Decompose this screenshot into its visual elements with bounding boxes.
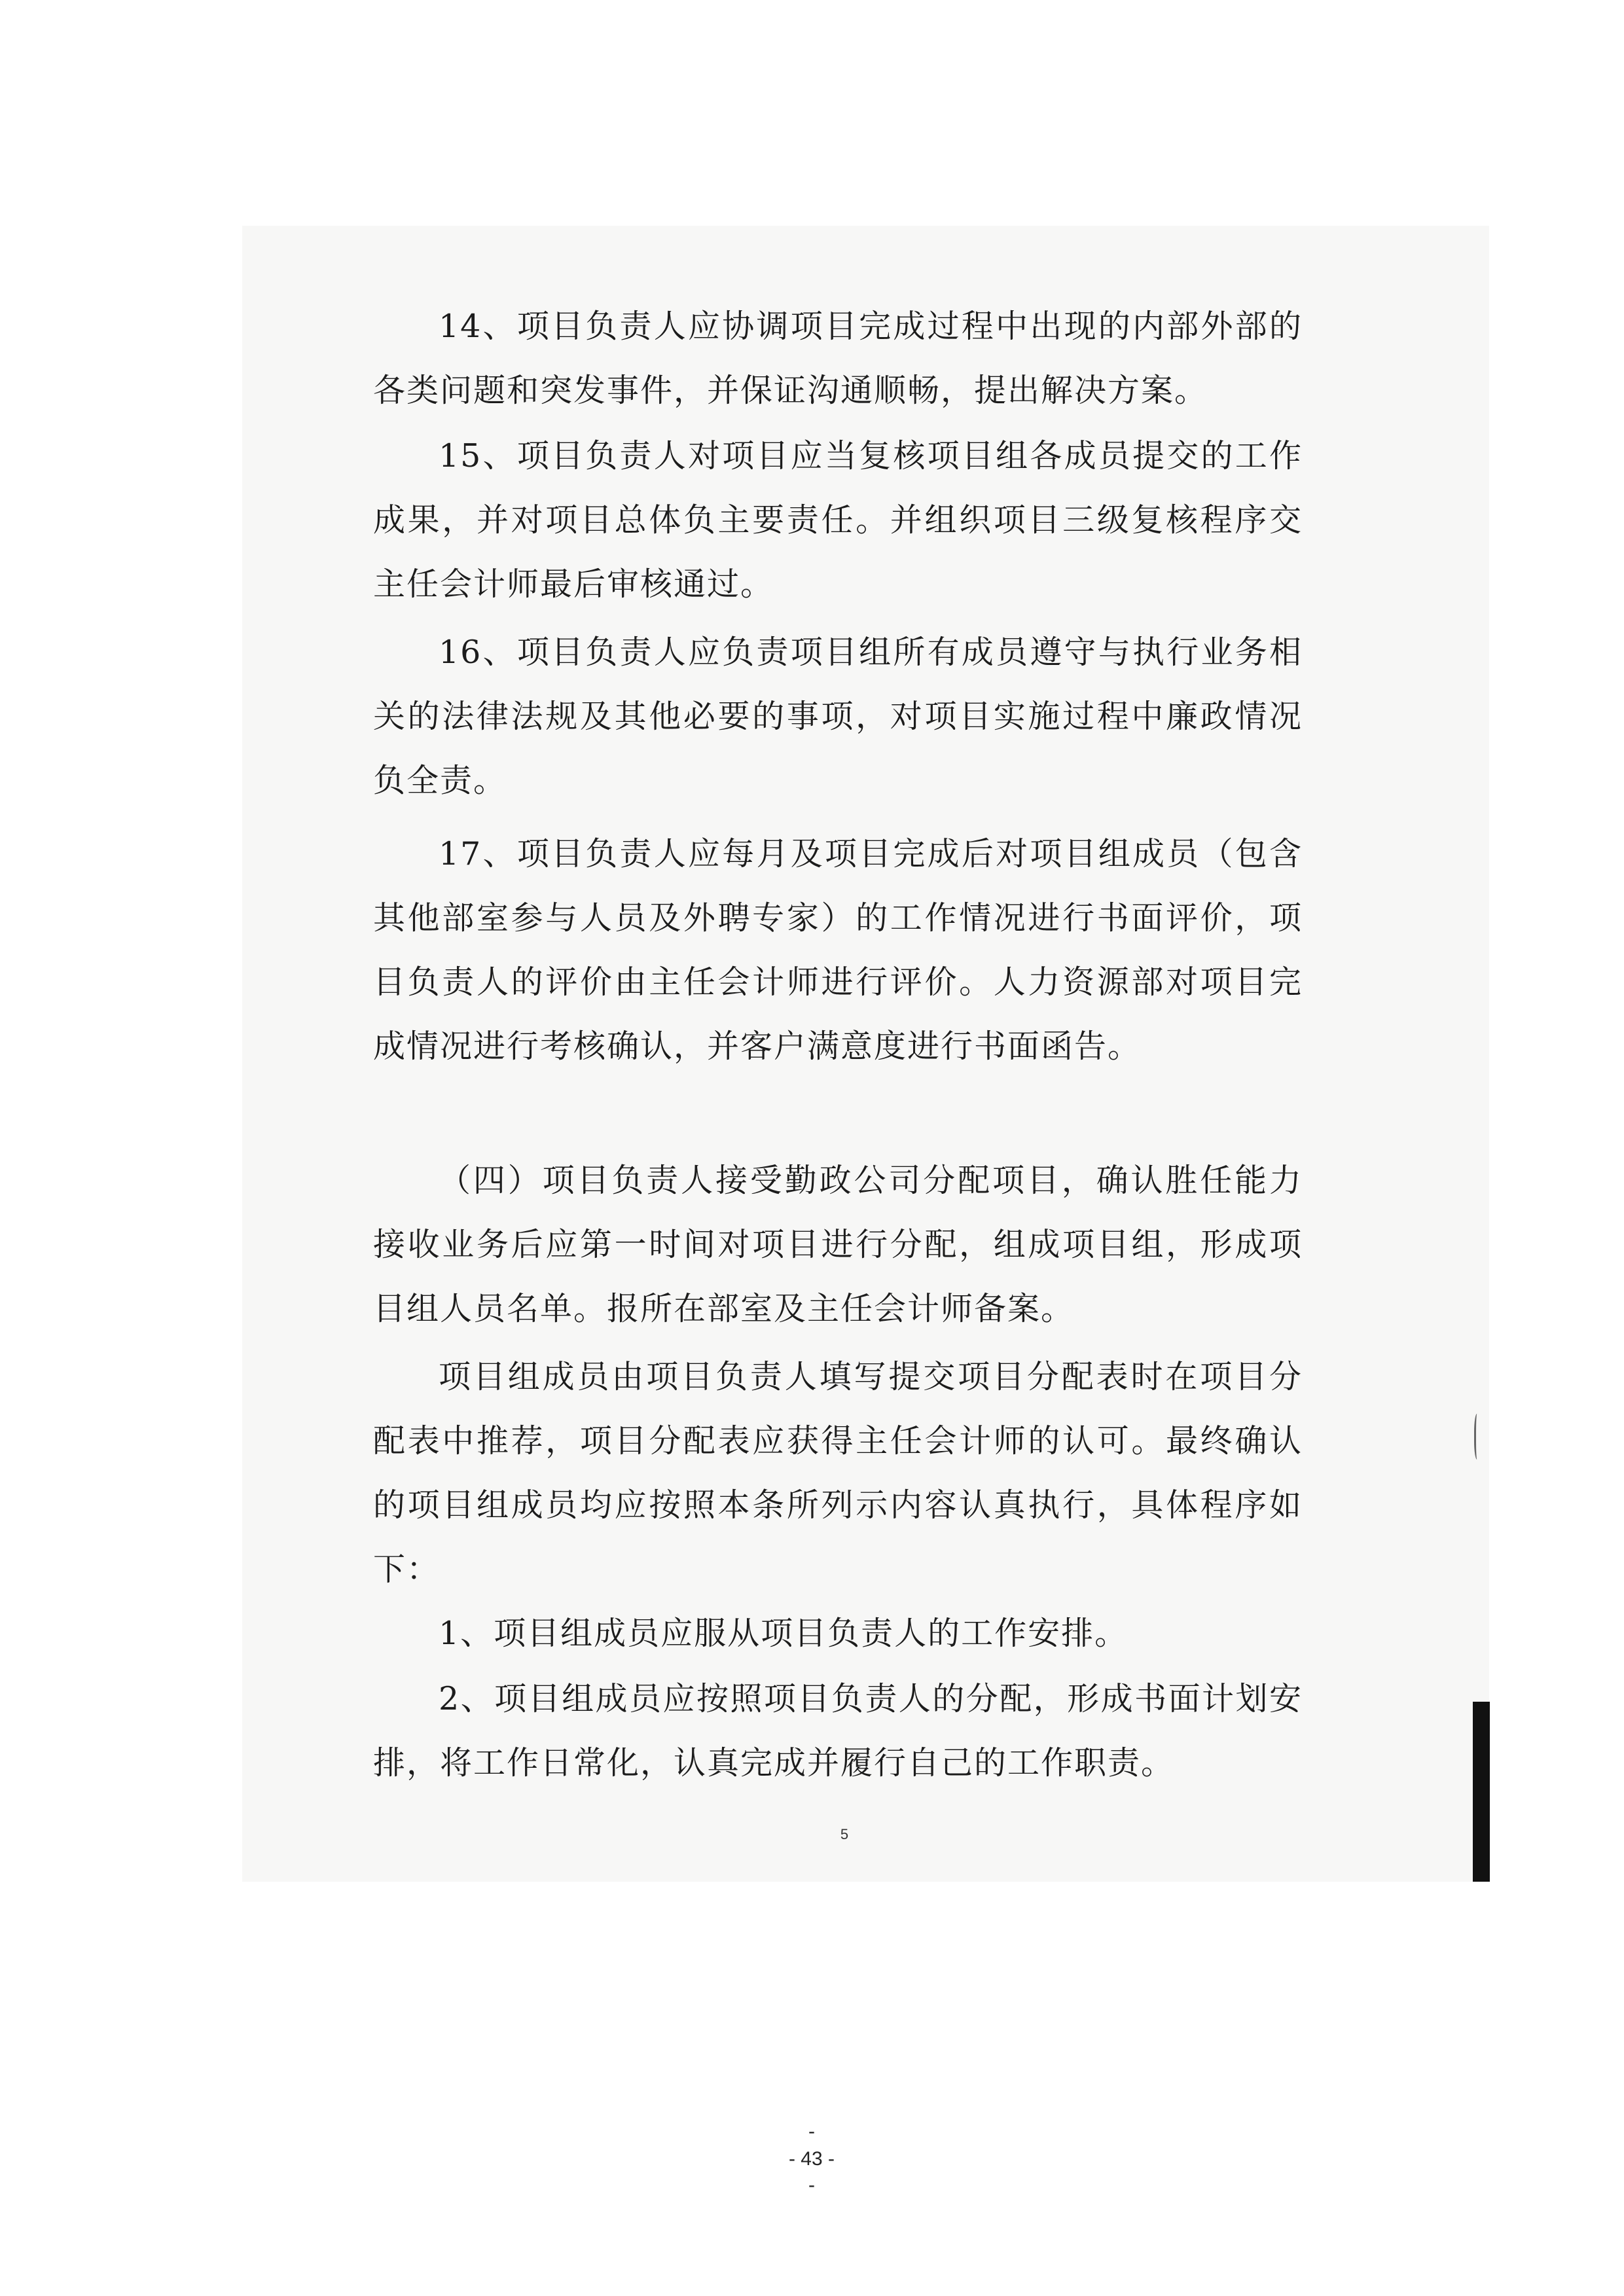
paragraph-14: 14、项目负责人应协调项目完成过程中出现的内部外部的各类问题和突发事件，并保证沟通顺畅，提出解决方案。 [373, 308, 1303, 409]
paragraph-item-2: 2、项目组成员应按照项目负责人的分配，形成书面计划安排，将工作日常化，认真完成并履行自己的工作职责。 [373, 1680, 1303, 1782]
paragraph-17: 17、项目负责人应每月及项目完成后对项目组成员（包含其他部室参与人员及外聘专家）的工作情况进行书面评价，项目负责人的评价由主任会计师进行评价。人力资源部对项目完成情况进行考核确认，并客户满意度进行书面函告。 [373, 835, 1303, 1065]
paragraph-15: 15、项目负责人对项目应当复核项目组各成员提交的工作成果，并对项目总体负主要责任。并组织项目三级复核程序交主任会计师最后审核通过。 [373, 437, 1303, 603]
footer-page-number: - 43 - [788, 2148, 835, 2170]
footer-dash-bottom: - [808, 2174, 815, 2196]
scan-page-number: 5 [840, 1826, 849, 1842]
footer-dash-top: - [808, 2121, 815, 2142]
paragraph-section-4: （四）项目负责人接受勤政公司分配项目，确认胜任能力接收业务后应第一时间对项目进行分配，组成项目组，形成项目组人员名单。报所在部室及主任会计师备案。 [373, 1162, 1303, 1327]
scan-dark-edge [1473, 1702, 1490, 1882]
paragraph-item-1: 1、项目组成员应服从项目负责人的工作安排。 [439, 1615, 1128, 1652]
paragraph-team-members: 项目组成员由项目负责人填写提交项目分配表时在项目分配表中推荐，项目分配表应获得主任会计师的认可。最终确认的项目组成员均应按照本条所列示内容认真执行，具体程序如下： [373, 1358, 1303, 1588]
paragraph-16: 16、项目负责人应负责项目组所有成员遵守与执行业务相关的法律法规及其他必要的事项，对项目实施过程中廉政情况负全责。 [373, 634, 1303, 799]
scan-bracket-mark [1474, 1414, 1481, 1460]
